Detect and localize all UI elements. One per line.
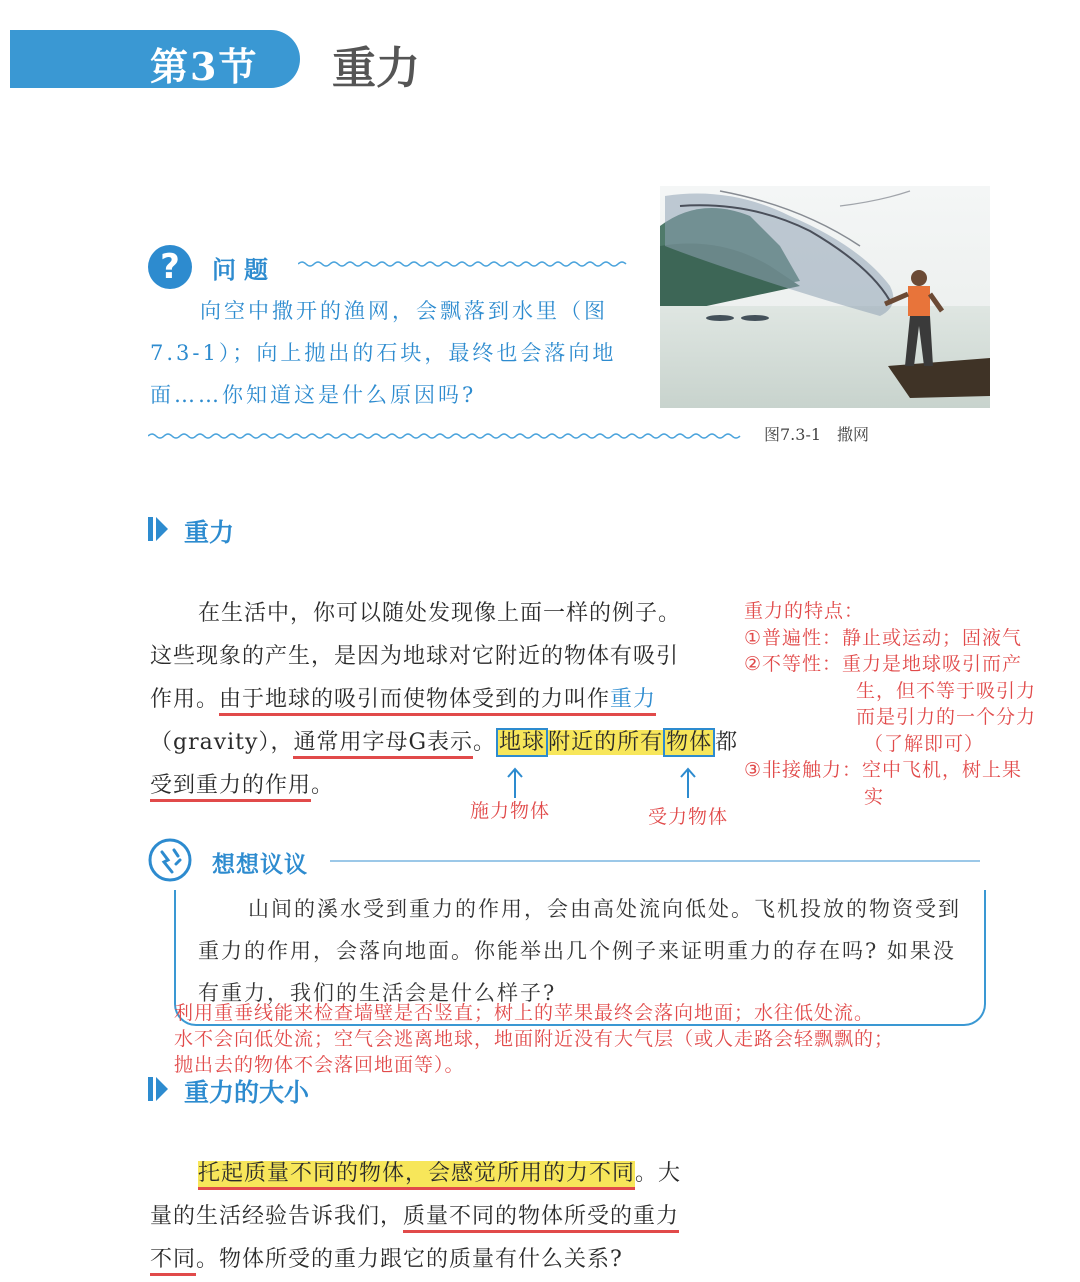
arrow-up-icon [678,766,698,800]
feature-2a: ②不等性：重力是地球吸引而产 [744,653,1023,675]
features-title: 重力的特点： [744,600,865,622]
gravity-line-3 [150,678,740,721]
section-marker-icon [148,517,168,541]
annotation-answer [174,1000,894,1078]
feature-1: ①普遍性：静止或运动；固液气 [744,626,1023,649]
think-divider [330,860,980,862]
gravity-symbol-text: 通常用字母G表示 [293,730,473,759]
gravity-definition [219,687,656,716]
page-title: 重力 [332,43,420,94]
answer-line-1: 利用重垂线能来检查墙壁是否竖直；树上的苹果最终会落向地面；水往低处流。 [174,1002,875,1024]
think-discuss-icon [148,838,192,882]
answer-line-2: 水不会向低处流；空气会逃离地球，地面附近没有大气层（或人走路会轻飘飘的； [174,1028,895,1050]
magnitude-line-1-end: 。大 [635,1161,682,1186]
fishing-net-photo [660,186,990,408]
think-text: 山间的溪水受到重力的作用，会由高处流向低处。飞机投放的物资受到重力的作用，会落向地面。你能举出几个例子来证明重力的存在吗? 如果没有重力，我们的生活会是什么样子? [198,897,961,1005]
annotation-applier: 施力物体 [470,800,551,822]
object-boxed: 物体 [663,728,715,757]
gravity-definition-text: 由于地球的吸引而使物体受到的力叫作 [219,687,611,712]
question-icon: ? [148,245,192,289]
gravity-english-term: （gravity）， [150,730,294,755]
magnitude-line-3a: 不同 [150,1247,196,1276]
gravity-line-1: 在生活中，你可以随处发现像上面一样的例子。 [198,601,682,626]
gravity-term: 重力 [610,687,657,712]
gravity-line-5-period: 。 [311,773,335,798]
feature-2b: 生，但不等于吸引力 [856,679,1037,702]
gravity-line-4-end: 都 [715,730,739,755]
question-text: 向空中撒开的渔网，会飘落到水里（图7.3-1）；向上抛出的石块，最终也会落向地面……你知道这是什么原因吗? [150,299,617,407]
magnitude-line-3 [150,1238,740,1281]
gravity-highlight [496,730,715,755]
annotation-receiver: 受力物体 [648,806,729,828]
feature-2d: （了解即可） [864,732,985,755]
arrow-up-icon [505,766,525,800]
earth-boxed: 地球 [496,728,548,757]
section-heading-gravity: 重力 [184,518,235,547]
annotation-features [744,598,1036,810]
answer-line-3: 抛出去的物体不会落回地面等）。 [174,1054,465,1076]
magnitude-line-1 [150,1152,740,1195]
gravity-paragraph [150,592,740,807]
magnitude-paragraph [150,1152,740,1281]
gravity-line-3a: 作用。 [150,687,220,712]
magnitude-line-2 [150,1195,740,1238]
gravity-line-5 [150,764,740,807]
magnitude-line-2a: 量的生活经验告诉我们， [150,1204,404,1229]
section-heading-magnitude: 重力的大小 [184,1078,310,1107]
question-wave-divider [298,258,632,270]
fishing-net-illustration [660,186,990,408]
feature-2c: 而是引力的一个分力 [856,706,1037,728]
magnitude-highlight: 托起质量不同的物体，会感觉所用的力不同 [198,1161,635,1190]
gravity-line-4 [150,721,740,764]
magnitude-line-2b: 质量不同的物体所受的重力 [403,1204,679,1233]
section-marker-icon [148,1077,168,1101]
think-title: 想想议议 [212,852,308,878]
magnitude-line-3b: 。物体所受的重力跟它的质量有什么关系? [196,1247,623,1272]
section-label: 第3节 [150,44,259,89]
figure-caption: 图7.3-1 撒网 [764,425,870,444]
nearby-all-text: 附近的所有 [548,730,664,755]
gravity-line-2: 这些现象的产生，是因为地球对它附近的物体有吸引 [150,644,680,669]
question-bottom-wave [148,430,744,442]
feature-3a: ③非接触力：空中飞机，树上果 [744,759,1023,781]
gravity-line-4-period: 。 [473,730,497,755]
question-title: 问题 [212,256,276,284]
gravity-effect-text: 受到重力的作用 [150,773,311,802]
feature-3b: 实 [864,785,885,808]
section-header-band [10,30,300,88]
